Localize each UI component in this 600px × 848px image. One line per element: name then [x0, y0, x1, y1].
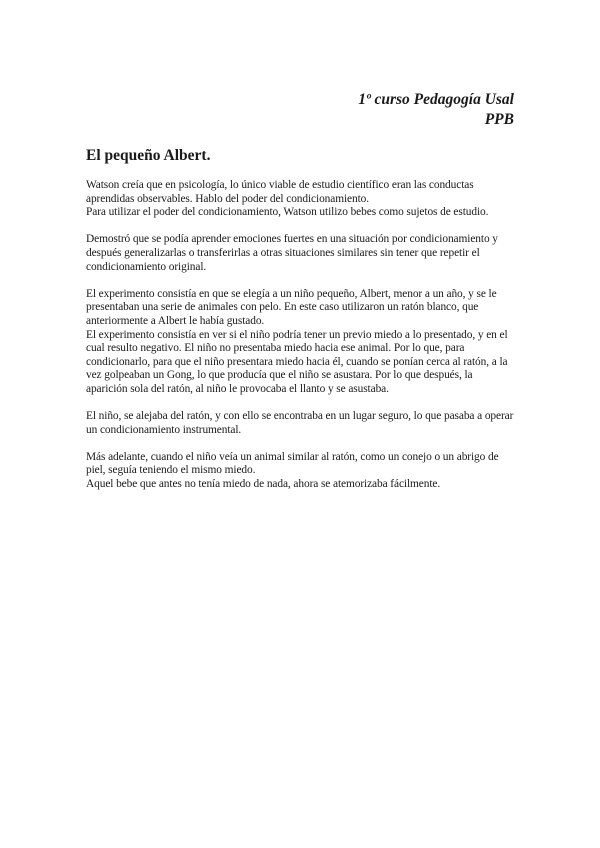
paragraph-line: Para utilizar el poder del condicionamiento, Watson utilizo bebes como sujetos de estudio. [86, 206, 489, 219]
paragraph-line: Demostró que se podía aprender emociones fuertes en una situación por condicionamiento y después generalizarlas o transferirlas a otras situaciones similares sin tener que repetir el condicionamiento original. [86, 233, 498, 273]
paragraph [86, 288, 516, 397]
paragraph [86, 179, 516, 220]
course-label: 1º curso Pedagogía Usal [358, 91, 514, 108]
document-title: El pequeño Albert. [86, 147, 211, 164]
document-header [358, 90, 514, 130]
paragraph-line: Watson creía que en psicología, lo único viable de estudio científico eran las conductas aprendidas observables. Hablo del poder del condicionamiento. [86, 179, 474, 205]
paragraph [86, 233, 516, 274]
document-body [86, 179, 516, 505]
paragraph-line: El experimento consistía en que se elegía a un niño pequeño, Albert, menor a un año, y se le presentaban una serie de animales con pelo. En este caso utilizaron un ratón blanco, que anteriormente a Albert le había gustado. [86, 287, 497, 327]
subject-label: PPB [484, 111, 514, 128]
paragraph [86, 451, 516, 492]
paragraph-line: Aquel bebe que antes no tenía miedo de nada, ahora se atemorizaba fácilmente. [86, 478, 441, 491]
paragraph-line: El experimento consistía en ver si el niño podría tener un previo miedo a lo presentado, y en el cual resulto negativo. El niño no presentaba miedo hacia ese animal. Por lo que, para condicionarlo, para que el niño presentara miedo hacia él, cuando se ponían cerca al ratón, a la vez golpeaban un Gong, lo que producía que el niño se asustara. Por lo que después, la aparición sola del ratón, al niño le provocaba el llanto y se asustaba. [86, 328, 508, 395]
paragraph [86, 410, 516, 437]
paragraph-line: El niño, se alejaba del ratón, y con ello se encontraba en un lugar seguro, lo que pasaba a operar un condicionamiento instrumental. [86, 410, 514, 436]
paragraph-line: Más adelante, cuando el niño veía un animal similar al ratón, como un conejo o un abrigo de piel, seguía teniendo el mismo miedo. [86, 450, 499, 477]
